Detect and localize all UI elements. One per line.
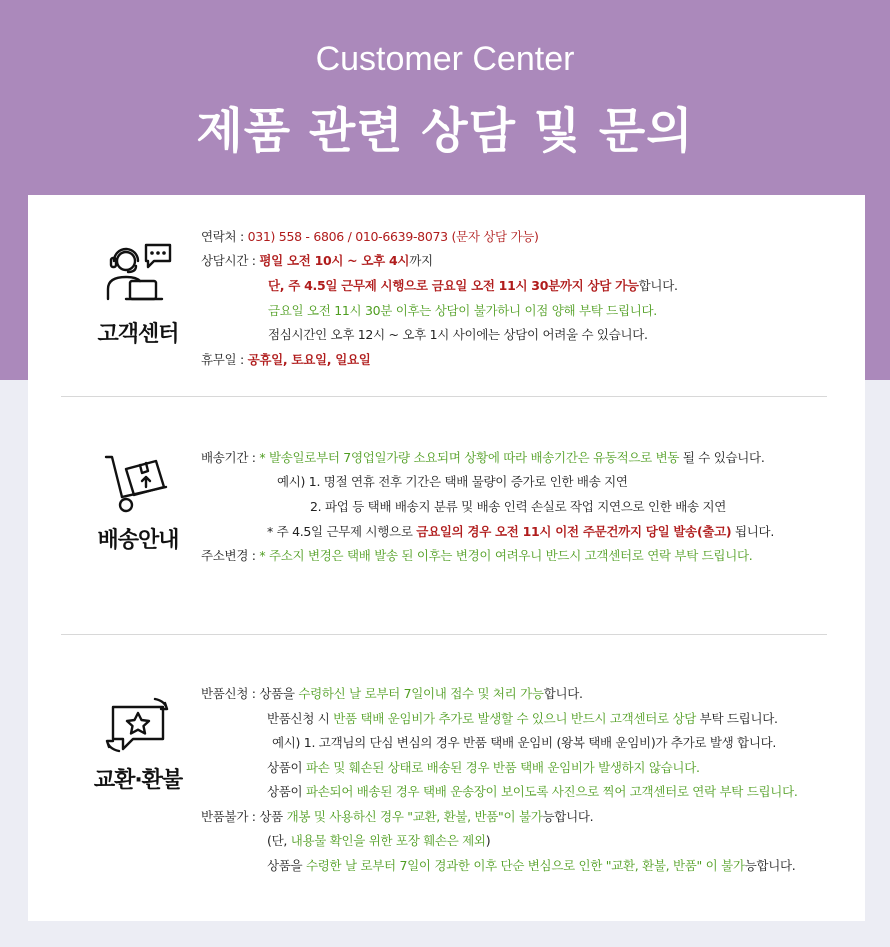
- photo-green: 파손되어 배송된 경우 택배 운송장이 보이도록 사진으로 찍어 고객센터로 연락 부탁 드립니다.: [306, 784, 798, 799]
- delivery-example-2: 2. 파업 등 택배 배송지 분류 및 배송 인력 손실로 작업 지연으로 인한 배송 지연: [310, 499, 727, 514]
- delivery-period-green: * 발송일로부터 7영업일가량 소요되며 상황에 따라 배송기간은 유동적으로 변동: [259, 450, 680, 465]
- delivery-period-suffix: 될 수 있습니다.: [679, 450, 765, 465]
- damaged-prefix: 상품이: [267, 760, 306, 775]
- return-fee-suffix: 부탁 드립니다.: [696, 711, 778, 726]
- return-text: 상품을: [259, 686, 299, 701]
- customer-center-block: [88, 241, 188, 348]
- damaged-no-fee-line: [267, 760, 700, 776]
- hours-line: [201, 253, 433, 269]
- lunch-notice-line: 점심시간인 오후 12시 ~ 오후 1시 사이에는 상담이 어려울 수 있습니다.: [268, 327, 648, 342]
- delivery-block: [88, 451, 188, 554]
- return-label: 반품신청 :: [201, 686, 260, 701]
- damaged-photo-line: [267, 784, 798, 800]
- exception-green: 내용물 확인을 위한 포장 훼손은 제외: [290, 833, 486, 848]
- delivery-note-prefix: * 주 4.5일 근무제 시행으로: [267, 524, 417, 539]
- damaged-green: 파손 및 훼손된 상태로 배송된 경우 반품 택배 운임비가 발생하지 않습니다.: [306, 760, 700, 775]
- friday-hours-red: 단, 주 4.5일 근무제 시행으로 금요일 오전 11시 30분까지 상담 가능: [268, 278, 639, 293]
- no-return-label: 반품불가 :: [201, 809, 260, 824]
- return-green: 수령하신 날 로부터 7일이내 접수 및 처리 가능: [298, 686, 544, 701]
- return-fee-green: 반품 택배 운임비가 추가로 발생할 수 있으니 반드시 고객센터로 상담: [333, 711, 696, 726]
- holiday-line: [201, 352, 371, 368]
- hours-label: 상담시간 :: [201, 253, 260, 268]
- delivery-note-red: 금요일의 경우 오전 11시 이전 주문건까지 당일 발송(출고): [416, 524, 732, 539]
- hand-truck-box-icon: [102, 451, 174, 517]
- return-suffix: 합니다.: [543, 686, 583, 701]
- customer-center-label: 고객센터: [97, 322, 179, 347]
- photo-prefix: 상품이: [267, 784, 306, 799]
- friday-notice-line: 금요일 오전 11시 30분 이후는 상담이 불가하니 이점 양해 부탁 드립니다.: [268, 303, 657, 318]
- delivery-example-1: 예시) 1. 명절 연휴 전후 기간은 택배 물량이 증가로 인한 배송 지연: [277, 474, 628, 489]
- limit-prefix: 상품을: [267, 858, 306, 873]
- address-change-line: [201, 548, 752, 564]
- contact-value: 031) 558 - 6806 / 010-6639-8073 (문자 상담 가능): [247, 229, 539, 244]
- delivery-friday-note: [267, 524, 774, 540]
- friday-hours-suffix: 합니다.: [638, 278, 678, 293]
- return-request-line: [201, 686, 583, 702]
- exchange-block: [88, 695, 188, 794]
- delivery-note-suffix: 됩니다.: [731, 524, 775, 539]
- hours-value: 평일 오전 10시 ~ 오후 4시: [259, 253, 410, 268]
- header-subtitle: Customer Center: [315, 40, 575, 78]
- section-divider: [61, 634, 827, 635]
- section-divider: [61, 396, 827, 397]
- delivery-period-label: 배송기간 :: [201, 450, 260, 465]
- exchange-label: 교환·환불: [93, 768, 183, 793]
- headset-agent-icon: [102, 241, 174, 311]
- contact-label: 연락처 :: [201, 229, 248, 244]
- no-return-prefix: 상품: [259, 809, 287, 824]
- return-fee-prefix: 반품신청 시: [267, 711, 334, 726]
- return-shipping-fee-line: [267, 711, 778, 727]
- friday-hours-line: [268, 278, 678, 294]
- no-return-suffix: 능합니다.: [542, 809, 594, 824]
- limit-green: 수령한 날 로부터 7일이 경과한 이후 단순 변심으로 인한 "교환, 환불, 반품" 이 불가: [306, 858, 745, 873]
- address-green: * 주소지 변경은 택배 발송 된 이후는 변경이 여려우니 반드시 고객센터로 연락 부탁 드립니다.: [259, 548, 753, 563]
- limit-suffix: 능합니다.: [744, 858, 796, 873]
- no-return-line: [201, 809, 593, 825]
- holiday-value: 공휴일, 토요일, 일요일: [247, 352, 371, 367]
- holiday-label: 휴무일 :: [201, 352, 248, 367]
- delivery-period-line: [201, 450, 765, 466]
- hours-suffix: 까지: [409, 253, 433, 268]
- return-example-line: 예시) 1. 고객님의 단심 변심의 경우 반품 택배 운임비 (왕복 택배 운임비)가 추가로 발생 합니다.: [272, 735, 777, 750]
- page-title: 제품 관련 상담 및 문의: [196, 103, 694, 159]
- seven-day-limit-line: [267, 858, 795, 874]
- exception-suffix: ): [485, 833, 491, 848]
- address-label: 주소변경 :: [201, 548, 260, 563]
- contact-line: [201, 229, 539, 245]
- delivery-label: 배송안내: [97, 528, 179, 553]
- info-card: [28, 195, 865, 921]
- packaging-exception-line: [267, 833, 490, 849]
- no-return-green: 개봉 및 사용하신 경우 "교환, 환불, 반품"이 불가: [286, 809, 543, 824]
- exception-prefix: (단,: [267, 833, 291, 848]
- star-message-exchange-icon: [105, 695, 171, 757]
